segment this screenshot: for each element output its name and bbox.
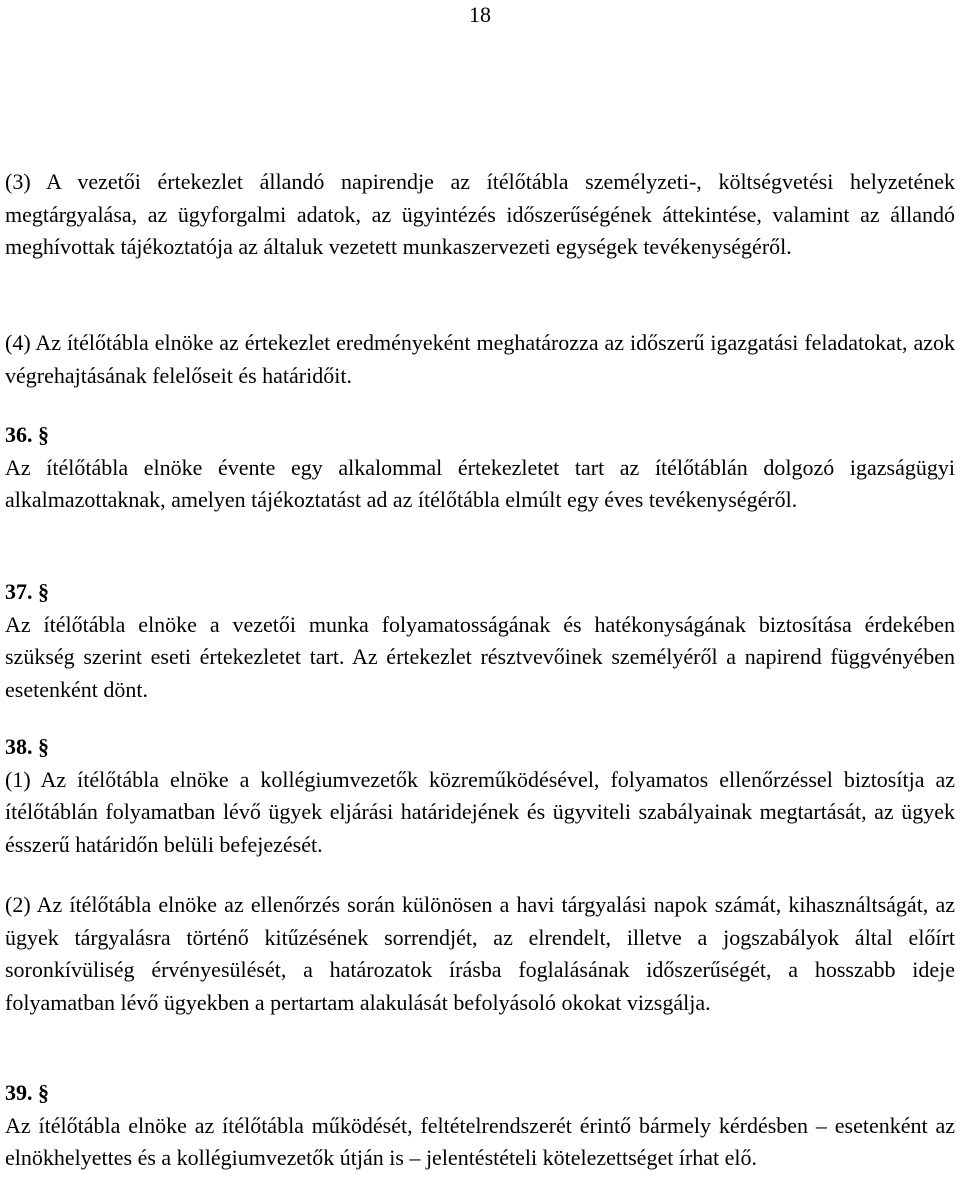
section-38-heading: 38. § <box>5 734 49 759</box>
section-38-paragraph-2: (2) Az ítélőtábla elnöke az ellenőrzés során különösen a havi tárgyalási napok számát, kihasználtságát, az ügyek tárgyalásra történő kitűzésének sorrendjét, az elrendelt, illetve a jogszabályok által előírt soronkívüliség érvényesülését, a határozatok írásba foglalásának időszerűségét, a hosszabb ideje folyamatban lévő ügyekben a pertartam alakulását befolyásoló okokat vizsgálja. <box>5 892 955 1015</box>
section-39 <box>5 1077 955 1175</box>
section-39-text: Az ítélőtábla elnöke az ítélőtábla működését, feltételrendszerét érintő bármely kérdésben – esetenként az elnökhelyettes és a kollégiumvezetők útján is – jelentéstételi kötelezettséget írhat elő. <box>5 1112 955 1170</box>
page-number: 18 <box>469 2 491 27</box>
section-36-heading: 36. § <box>5 422 49 447</box>
section-37 <box>5 576 955 706</box>
section-36-text: Az ítélőtábla elnöke évente egy alkalommal értekezletet tart az ítélőtáblán dolgozó igazságügyi alkalmazottaknak, amelyen tájékoztatást ad az ítélőtábla elmúlt egy éves tevékenységéről. <box>5 454 955 512</box>
section-38 <box>5 731 955 861</box>
paragraph-35-4: (4) Az ítélőtábla elnöke az értekezlet eredményeként meghatározza az időszerű igazgatási feladatokat, azok végrehajtásának felelőseit és határidőit. <box>5 330 955 388</box>
section-38-paragraph-1: (1) Az ítélőtábla elnöke a kollégiumvezetők közreműködésével, folyamatos ellenőrzéssel biztosítja az ítélőtáblán folyamatban lévő ügyek eljárási határidejének és ügyviteli szabályainak megtartását, az ügyek ésszerű határidőn belüli befejezését. <box>5 766 955 857</box>
section-37-text: Az ítélőtábla elnöke a vezetői munka folyamatosságának és hatékonyságának biztosítása érdekében szükség szerint eseti értekezletet tart. Az értekezlet résztvevőinek személyéről a napirend függvényében esetenként dönt. <box>5 611 955 702</box>
section-37-heading: 37. § <box>5 579 49 604</box>
section-36 <box>5 419 955 517</box>
paragraph-35-3: (3) A vezetői értekezlet állandó napirendje az ítélőtábla személyzeti-, költségvetési helyzetének megtárgyalása, az ügyforgalmi adatok, az ügyintézés időszerűségének áttekintése, valamint az állandó meghívottak tájékoztatója az általuk vezetett munkaszervezeti egységek tevékenységéről. <box>5 169 955 259</box>
section-39-heading: 39. § <box>5 1080 49 1105</box>
